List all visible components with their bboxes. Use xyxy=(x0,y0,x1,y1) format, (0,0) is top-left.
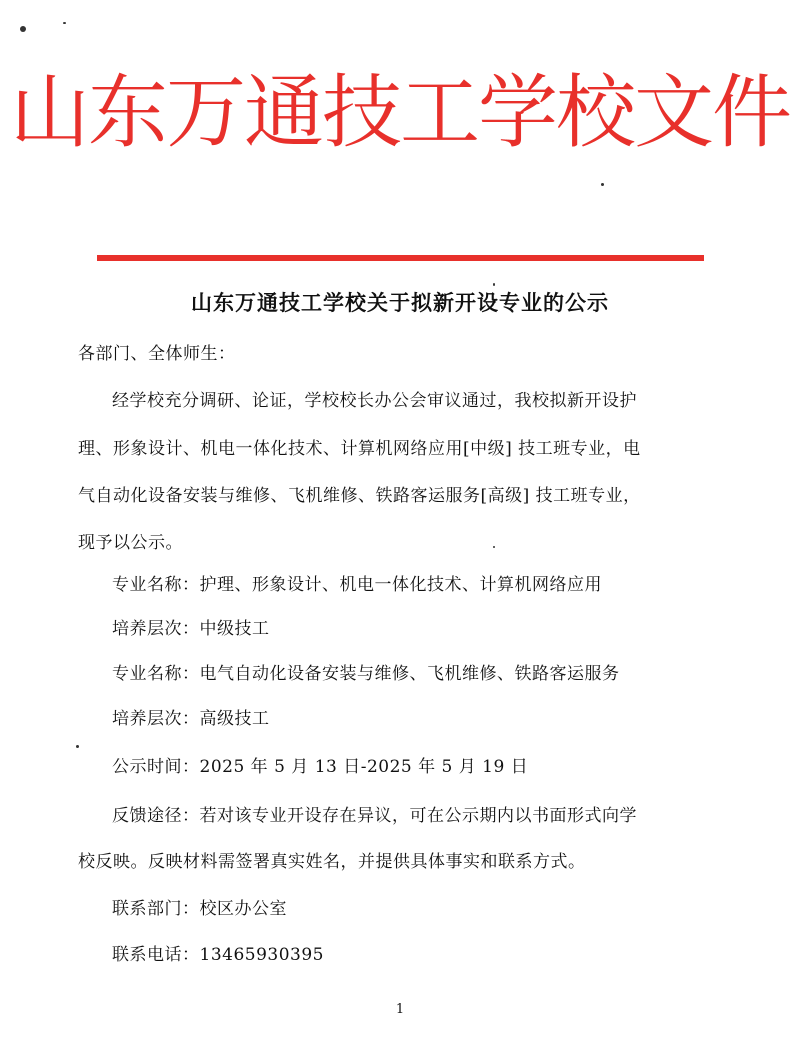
body-line-4: 现予以公示。 xyxy=(78,533,183,553)
page-number: 1 xyxy=(395,1002,405,1017)
document-title: 山东万通技工学校关于拟新开设专业的公示 xyxy=(191,291,609,315)
feedback-line-2: 校反映。反映材料需签署真实姓名，并提供具体事实和联系方式。 xyxy=(78,852,586,872)
scan-speck xyxy=(20,26,26,32)
masthead-title: 山东万通技工学校文件 xyxy=(10,66,790,159)
body-line-3: 气自动化设备安装与维修、飞机维修、铁路客运服务[高级] 技工班专业， xyxy=(78,486,641,506)
body-line-1: 经学校充分调研、论证，学校校长办公会审议通过，我校拟新开设护 xyxy=(112,391,637,411)
salutation: 各部门、全体师生： xyxy=(78,344,236,364)
feedback-line-1: 反馈途径：若对该专业开设存在异议，可在公示期内以书面形式向学 xyxy=(112,806,637,826)
scan-speck xyxy=(63,22,66,24)
scan-speck xyxy=(601,183,604,186)
contact-department: 联系部门：校区办公室 xyxy=(112,899,287,919)
body-line-2: 理、形象设计、机电一体化技术、计算机网络应用[中级] 技工班专业，电 xyxy=(78,439,641,459)
announcement-period: 公示时间：2025 年 5 月 13 日-2025 年 5 月 19 日 xyxy=(112,757,529,777)
training-level-intermediate: 培养层次：中级技工 xyxy=(112,619,270,639)
masthead-red-rule xyxy=(97,255,704,261)
scan-speck xyxy=(76,745,79,748)
contact-phone: 联系电话：13465930395 xyxy=(112,945,324,965)
major-name-advanced: 专业名称：电气自动化设备安装与维修、飞机维修、铁路客运服务 xyxy=(112,664,620,684)
scan-speck xyxy=(493,546,495,548)
major-name-intermediate: 专业名称：护理、形象设计、机电一体化技术、计算机网络应用 xyxy=(112,575,602,595)
scan-speck xyxy=(493,283,495,286)
training-level-advanced: 培养层次：高级技工 xyxy=(112,709,270,729)
